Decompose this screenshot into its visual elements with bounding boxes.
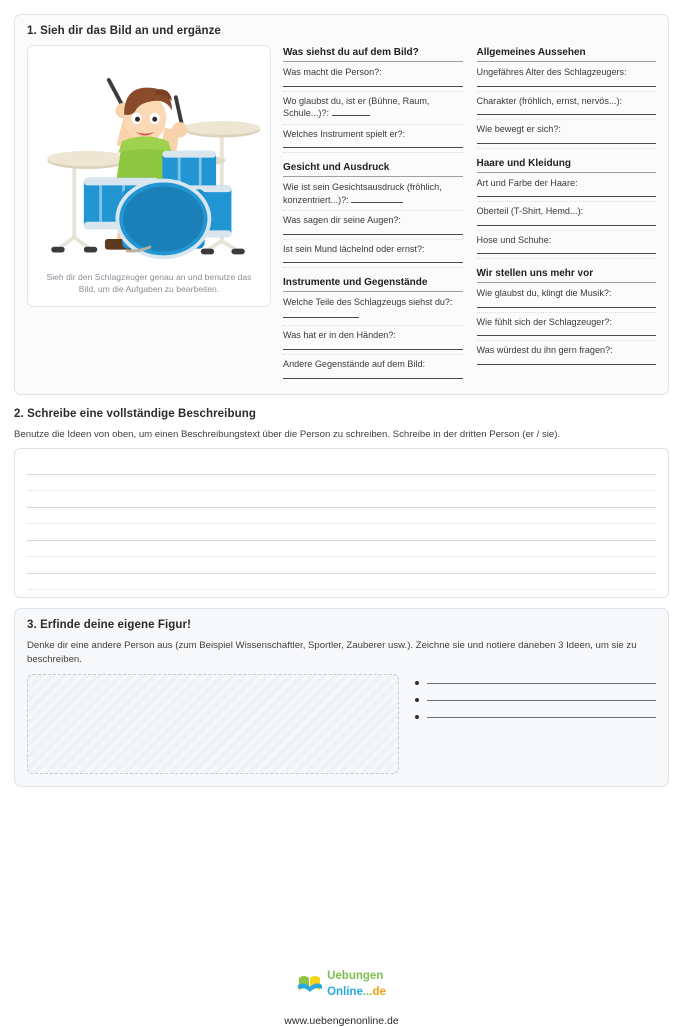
question-item (283, 66, 463, 92)
question-item (477, 205, 657, 231)
question-label: Andere Gegenstände auf dem Bild: (283, 359, 426, 370)
question-separator (477, 258, 657, 259)
question-item (477, 95, 657, 121)
answer-line[interactable] (477, 335, 657, 336)
group-heading-instrumente-und-gegenstaende: Instrumente und Gegenstände (283, 277, 463, 292)
answer-blank[interactable] (332, 107, 370, 116)
idea-answer-line[interactable] (427, 683, 656, 684)
question-label: Welches Instrument spielt er?: (283, 128, 406, 139)
question-separator (477, 148, 657, 149)
group-heading-haare-und-kleidung: Haare und Kleidung (477, 158, 657, 173)
idea-item (415, 715, 656, 719)
section-2-title: 2. Schreibe eine vollständige Beschreibung (14, 407, 256, 420)
idea-answer-line[interactable] (427, 717, 656, 718)
section-2-intro: Benutze die Ideen von oben, um einen Beschreibungstext über die Person zu schreiben. Schreibe in der dritten Person (er / sie). (14, 428, 561, 440)
answer-line[interactable] (477, 143, 657, 144)
question-label: Wie fühlt sich der Schlagzeuger?: (476, 316, 612, 327)
question-item (283, 95, 463, 125)
question-label: Welche Teile des Schlagzeugs siehst du?: (283, 296, 463, 321)
bullet-icon (415, 681, 419, 685)
question-separator (283, 239, 463, 240)
section-2-panel (14, 408, 669, 599)
footer-url: www.uebengenonline.de (284, 1015, 399, 1027)
question-item (477, 287, 657, 313)
writing-line[interactable] (27, 524, 656, 541)
answer-line[interactable] (477, 307, 657, 308)
section-3-intro: Denke dir eine andere Person aus (zum Beispiel Wissenschaftler, Sportler, Zauberer usw.). Zeichne sie und notiere daneben 3 Ideen, um sie zu beschreiben. (27, 640, 637, 666)
writing-line[interactable] (27, 458, 656, 475)
logo-line-2-online: Online (327, 986, 363, 999)
logo-dots: ... (362, 986, 373, 999)
question-label: Hose und Schuhe: (476, 234, 552, 245)
group-heading-was-siehst-du: Was siehst du auf dem Bild? (283, 47, 463, 62)
question-separator (477, 91, 657, 92)
writing-line[interactable] (27, 557, 656, 574)
logo-line-1: Uebungen (327, 970, 384, 983)
answer-line[interactable] (477, 196, 657, 197)
answer-line[interactable] (477, 114, 657, 115)
question-item (283, 296, 463, 326)
answer-line[interactable] (477, 86, 657, 87)
answer-line[interactable] (283, 147, 463, 148)
question-separator (477, 230, 657, 231)
description-writing-area[interactable] (14, 448, 669, 598)
illustration-card (27, 45, 271, 307)
question-separator (283, 325, 463, 326)
question-item (477, 344, 657, 365)
question-item (283, 181, 463, 211)
question-item (283, 243, 463, 269)
question-label: Oberteil (T-Shirt, Hemd...): (476, 206, 584, 217)
question-item (283, 358, 463, 379)
question-separator (477, 119, 657, 120)
question-separator (283, 124, 463, 125)
question-item (283, 329, 463, 355)
writing-line[interactable] (27, 475, 656, 492)
answer-blank[interactable] (283, 309, 359, 318)
page-footer (14, 967, 669, 1027)
question-item (477, 234, 657, 260)
question-label: Ist sein Mund lächelnd oder ernst?: (283, 243, 425, 254)
question-column-right (477, 47, 657, 382)
bullet-icon (415, 698, 419, 702)
question-label: Was hat er in den Händen?: (283, 330, 396, 341)
writing-line[interactable] (27, 491, 656, 508)
question-item (283, 214, 463, 240)
section-3-title: 3. Erfinde deine eigene Figur! (27, 619, 192, 632)
question-separator (283, 152, 463, 153)
group-heading-gesicht-und-ausdruck: Gesicht und Ausdruck (283, 162, 463, 177)
bullet-icon (415, 715, 419, 719)
question-separator (477, 340, 657, 341)
ideas-list (415, 674, 656, 732)
answer-line[interactable] (477, 364, 657, 365)
question-column-left (283, 47, 463, 382)
question-label: Was sagen dir seine Augen?: (283, 215, 401, 226)
question-label: Wie ist sein Gesichtsausdruck (fröhlich, konzentriert...)?: (283, 182, 442, 205)
answer-line[interactable] (283, 378, 463, 379)
question-separator (283, 267, 463, 268)
idea-item (415, 681, 656, 685)
idea-answer-line[interactable] (427, 700, 656, 701)
question-label: Wo glaubst du, ist er (Bühne, Raum, Schule...)?: (283, 95, 430, 119)
answer-line[interactable] (283, 86, 463, 87)
answer-line[interactable] (283, 349, 463, 350)
question-label: Was würdest du ihn gern fragen?: (476, 345, 613, 356)
drummer-illustration (34, 52, 264, 267)
site-logo (297, 967, 386, 999)
question-label: Charakter (fröhlich, ernst, nervös...): (476, 95, 623, 106)
question-label: Wie bewegt er sich?: (476, 124, 561, 135)
question-item (283, 128, 463, 154)
writing-line[interactable] (27, 574, 656, 591)
section-1-panel (14, 14, 669, 395)
drawing-area[interactable] (27, 674, 399, 774)
question-item (477, 66, 657, 92)
question-item (477, 316, 657, 342)
section-3-panel (14, 608, 669, 787)
question-separator (477, 201, 657, 202)
answer-line[interactable] (477, 225, 657, 226)
section-1-title: 1. Sieh dir das Bild an und ergänze (27, 25, 221, 37)
logo-line-2-de: de (372, 986, 386, 999)
question-separator (477, 312, 657, 313)
answer-blank[interactable] (351, 194, 403, 203)
open-book-icon (297, 972, 323, 994)
answer-line[interactable] (283, 262, 463, 263)
writing-line[interactable] (27, 541, 656, 558)
group-heading-allgemeines-aussehen: Allgemeines Aussehen (477, 47, 657, 62)
question-label: Was macht die Person?: (283, 67, 382, 77)
writing-line[interactable] (27, 508, 656, 525)
question-item (477, 123, 657, 149)
question-label: Art und Farbe der Haare: (476, 177, 578, 188)
question-label: Ungefähres Alter des Schlagzeugers: (476, 67, 627, 77)
idea-item (415, 698, 656, 702)
question-label: Wie glaubst du, klingt die Musik?: (476, 288, 612, 299)
question-separator (283, 210, 463, 211)
answer-line[interactable] (283, 234, 463, 235)
question-item (477, 177, 657, 203)
group-heading-wir-stellen-uns-mehr-vor: Wir stellen uns mehr vor (477, 268, 657, 283)
illustration-caption: Sieh dir den Schlagzeuger genau an und benutze das Bild, um die Aufgaben zu bearbeiten. (46, 272, 252, 295)
answer-line[interactable] (477, 253, 657, 254)
question-separator (283, 91, 463, 92)
question-separator (283, 354, 463, 355)
